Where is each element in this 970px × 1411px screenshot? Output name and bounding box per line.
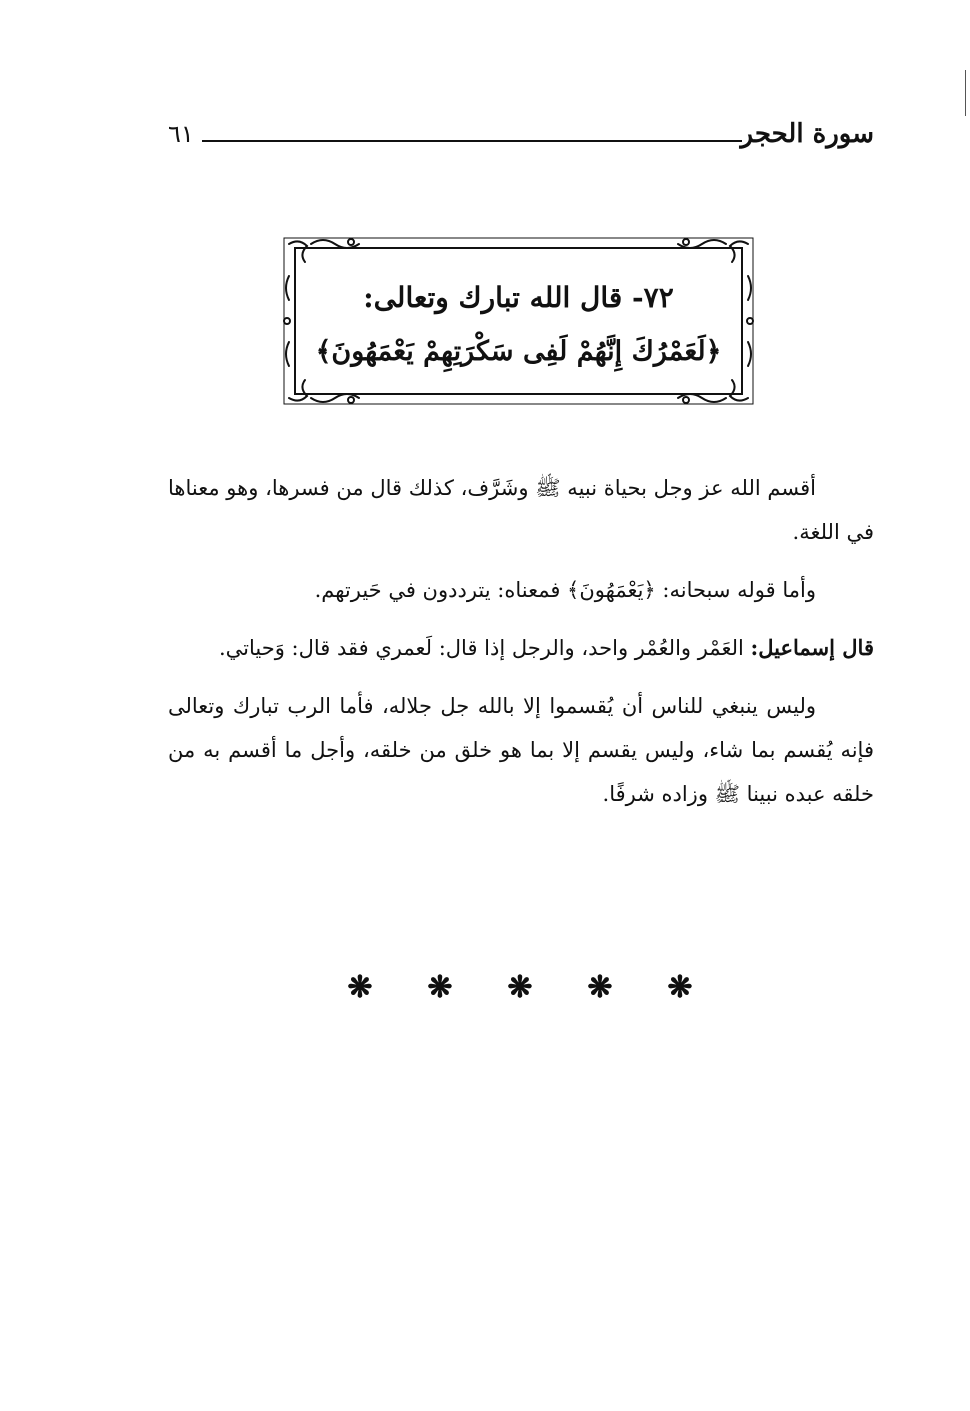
verse-frame: [281, 236, 756, 406]
separator-asterisk-icon: ❋: [347, 970, 373, 1005]
separator-asterisk-icon: ❋: [507, 970, 533, 1005]
page-number: ٦١: [168, 120, 194, 148]
speaker-label: قال إسماعيل:: [750, 635, 874, 660]
separator-asterisk-icon: ❋: [427, 970, 453, 1005]
quran-verse: ﴿لَعَمْرُكَ إِنَّهُمْ لَفِى سَكْرَتِهِمْ يَعْمَهُونَ﴾: [315, 336, 722, 367]
paragraph-1: أقسم الله عز وجل بحياة نبيه ﷺ وشَرَّف، كذلك قال من فسرها، وهو معناها في اللغة.: [168, 476, 874, 544]
paragraph-2: وأما قوله سبحانه: ﴿يَعْمَهُونَ﴾ فمعناه: يترددون في حَيرتهم.: [314, 578, 816, 602]
header-rule: [202, 140, 742, 142]
ornamental-border: [281, 236, 756, 406]
page-edge-mark: [965, 70, 966, 116]
asterisk-separator: [340, 970, 700, 1006]
paragraph-4: وليس ينبغي للناس أن يُقسموا إلا بالله جل جلاله، فأما الرب تبارك وتعالى فإنه يُقسم بما شاء، وليس يقسم إلا بما هو خلق من خلقه، وأجل ما أقسم به من خلقه عبده نبينا ﷺ وزاده شرفًا.: [168, 694, 874, 806]
paragraph-3-text: العَمْر والعُمْر واحد، والرجل إذا قال: لَعمري فقد قال: وَحياتي.: [218, 636, 751, 660]
verse-heading: ٧٢- قال الله تبارك وتعالى:: [363, 281, 674, 314]
commentary-text: [168, 466, 874, 830]
separator-asterisk-icon: ❋: [587, 970, 613, 1005]
separator-asterisk-icon: ❋: [667, 970, 693, 1005]
running-header: [168, 116, 874, 156]
surah-title: سورة الحجر: [740, 119, 874, 149]
paragraph-3: [168, 626, 874, 670]
